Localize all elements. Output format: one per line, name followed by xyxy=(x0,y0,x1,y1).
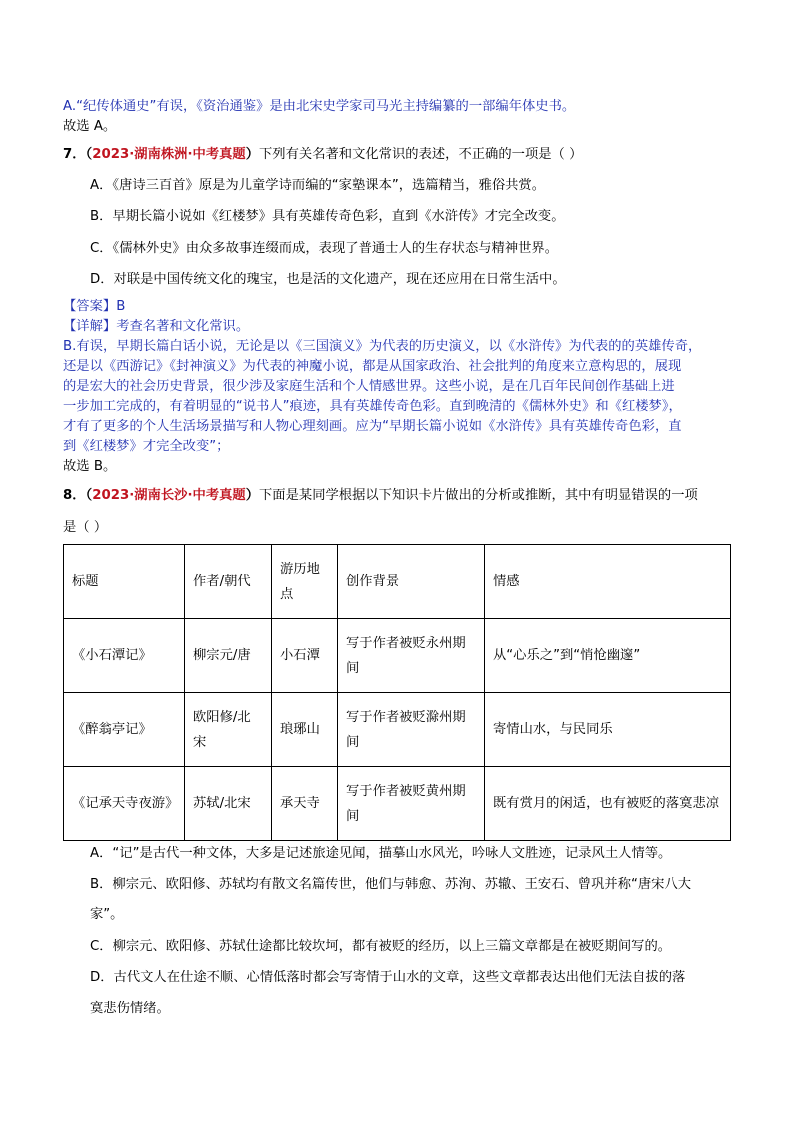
table-cell: 欧阳修/北宋 xyxy=(185,693,272,767)
table-cell: 写于作者被贬永州期间 xyxy=(338,619,485,693)
table-row xyxy=(64,767,731,841)
table-cell: 寄情山水，与民同乐 xyxy=(485,693,731,767)
q7-analysis-line: 才有了更多的个人生活场景描写和人物心理刻画。应为“早期长篇小说如《水浒传》具有英雄传奇色彩，直 xyxy=(63,419,682,434)
q8-source-close: ） xyxy=(245,488,260,503)
q7-option-d: D．对联是中国传统文化的瑰宝，也是活的文化遗产，现在还应用在日常生活中。 xyxy=(90,272,566,287)
q8-source: 2023·湖南长沙·中考真题 xyxy=(92,488,246,503)
table-cell: 《醉翁亭记》 xyxy=(64,693,185,767)
table-cell: 从“心乐之”到“悄怆幽邃” xyxy=(485,619,731,693)
table-cell: 小石潭 xyxy=(272,619,338,693)
q8-stem-line xyxy=(63,487,698,505)
q6-choice: 故选 A。 xyxy=(63,119,117,134)
q7-choice: 故选 B。 xyxy=(63,459,117,474)
q7-option-a: A．《唐诗三百首》原是为儿童学诗而编的“家塾课本”，选篇精当，雅俗共赏。 xyxy=(90,178,546,193)
table-cell: 写于作者被贬黄州期间 xyxy=(338,767,485,841)
q7-analysis-line: 还是以《西游记》《封神演义》为代表的神魔小说，都是从国家政治、社会批判的角度来立意构思的，展现 xyxy=(63,359,682,374)
table-row xyxy=(64,693,731,767)
q7-analysis-line: B.有误，早期长篇白话小说，无论是以《三国演义》为代表的历史演义，以《水浒传》为代表的的英雄传奇， xyxy=(63,339,702,354)
header-cell-emotion: 情感 xyxy=(485,545,731,619)
q7-answer xyxy=(63,298,125,316)
q7-analysis-line: 到《红楼梦》才完全改变”； xyxy=(63,439,230,454)
table-cell: 柳宗元/唐 xyxy=(185,619,272,693)
header-cell-background: 创作背景 xyxy=(338,545,485,619)
q7-option-b: B．早期长篇小说如《红楼梦》具有英雄传奇色彩，直到《水浒传》才完全改变。 xyxy=(90,209,565,224)
q8-option-b-cont: 家”。 xyxy=(90,907,124,922)
q7-stem: 下列有关名著和文化常识的表述，不正确的一项是（ ） xyxy=(259,147,583,162)
q8-stem-line-2: 是（ ） xyxy=(63,520,108,535)
knowledge-card-table xyxy=(63,544,731,841)
q8-number: 8． xyxy=(63,488,86,503)
q7-option-c: C．《儒林外史》由众多故事连缀而成，表现了普通士人的生存状态与精神世界。 xyxy=(90,241,559,256)
q7-number: 7． xyxy=(63,147,86,162)
q7-source: 2023·湖南株洲·中考真题 xyxy=(92,147,246,162)
table-cell: 《记承天寺夜游》 xyxy=(64,767,185,841)
q8-source-open: （ xyxy=(85,488,93,503)
table-header-row xyxy=(64,545,731,619)
table-cell: 苏轼/北宋 xyxy=(185,767,272,841)
table-cell: 写于作者被贬滁州期间 xyxy=(338,693,485,767)
q8-option-d-cont: 寞悲伤情绪。 xyxy=(90,1001,170,1016)
q7-source-close: ） xyxy=(245,147,260,162)
q7-analysis-line: 的是宏大的社会历史背景，很少涉及家庭生活和个人情感世界。这些小说，是在几百年民间创作基础上进 xyxy=(63,379,675,394)
q8-option-b: B．柳宗元、欧阳修、苏轼均有散文名篇传世，他们与韩愈、苏洵、苏辙、王安石、曾巩并称“唐宋八大 xyxy=(90,877,692,892)
header-cell-title: 标题 xyxy=(64,545,185,619)
q8-option-c: C．柳宗元、欧阳修、苏轼仕途都比较坎坷，都有被贬的经历，以上三篇文章都是在被贬期间写的。 xyxy=(90,939,672,954)
q7-source-open: （ xyxy=(85,147,93,162)
q7-stem-line xyxy=(63,146,582,164)
table-row xyxy=(64,619,731,693)
q8-option-d: D．古代文人在仕途不顺、心情低落时都会写寄情于山水的文章，这些文章都表达出他们无法自拔的落 xyxy=(90,970,686,985)
table-cell: 琅琊山 xyxy=(272,693,338,767)
answer-value: B xyxy=(116,299,126,314)
detail-label: 【详解】 xyxy=(63,319,117,334)
q6-analysis-line: A.“纪传体通史”有误，《资治通鉴》是由北宋史学家司马光主持编纂的一部编年体史书。 xyxy=(63,99,576,114)
q7-detail xyxy=(63,318,249,336)
q8-option-a: A．“记”是古代一种文体，大多是记述旅途见闻，描摹山水风光，吟咏人文胜迹，记录风土人情等。 xyxy=(90,846,672,861)
header-cell-author: 作者/朝代 xyxy=(185,545,272,619)
q8-stem: 下面是某同学根据以下知识卡片做出的分析或推断，其中有明显错误的一项 xyxy=(259,488,698,503)
q7-analysis-line: 一步加工完成的，有着明显的“说书人”痕迹，具有英雄传奇色彩。直到晚清的《儒林外史》和《红楼梦》， xyxy=(63,399,682,414)
table-cell: 《小石潭记》 xyxy=(64,619,185,693)
header-cell-place: 游历地点 xyxy=(272,545,338,619)
detail-text: 考查名著和文化常识。 xyxy=(116,319,250,334)
table-cell: 既有赏月的闲适，也有被贬的落寞悲凉 xyxy=(485,767,731,841)
answer-label: 【答案】 xyxy=(63,299,117,314)
table-cell: 承天寺 xyxy=(272,767,338,841)
